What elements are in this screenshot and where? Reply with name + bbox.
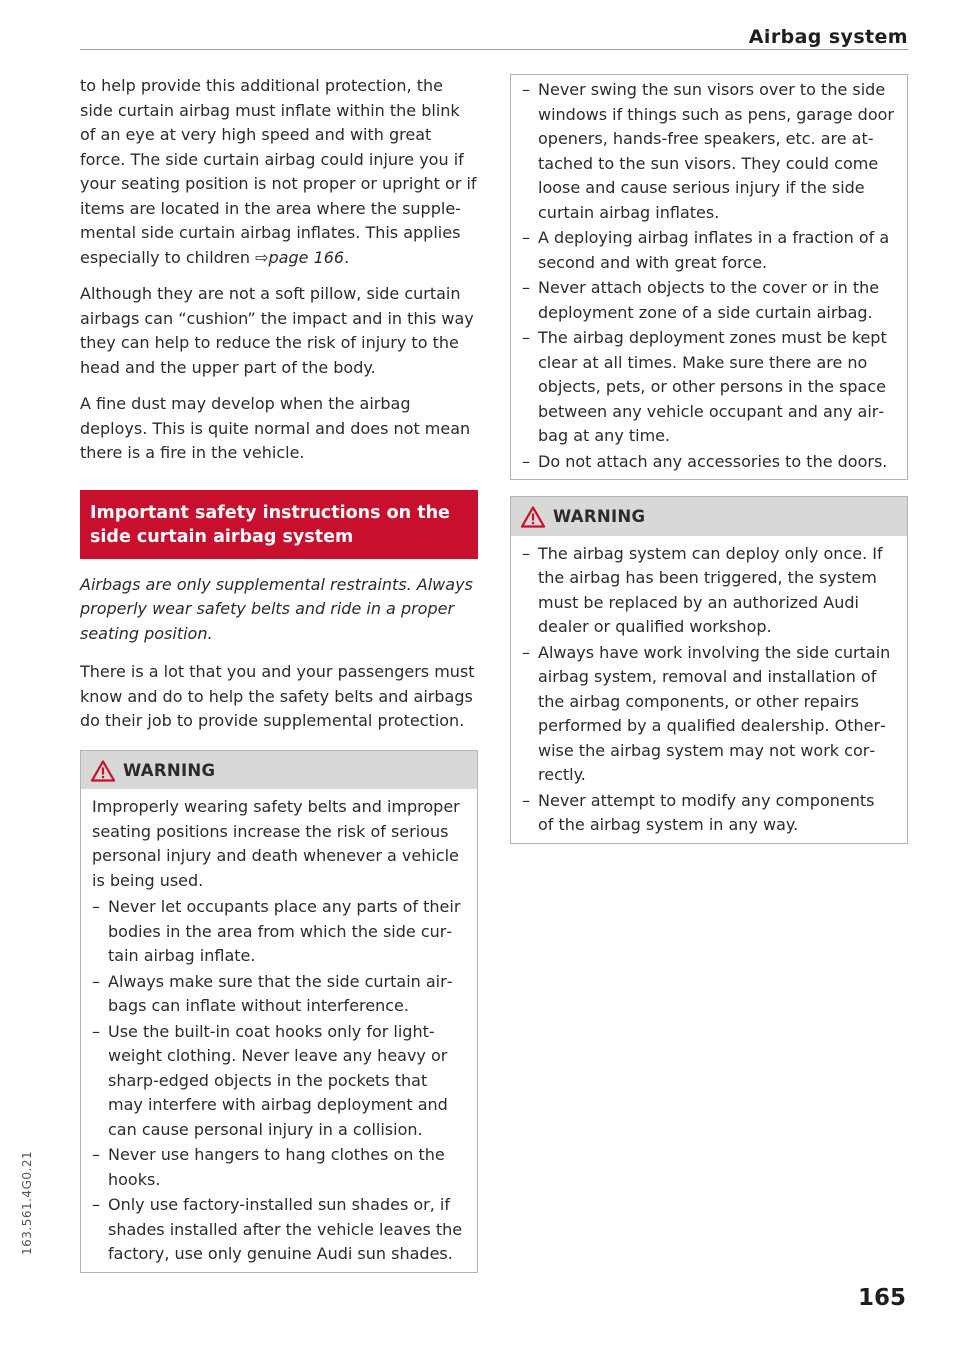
paragraph-side-curtain-protection: to help provide this additional protection, the side curtain airbag must inflate within the blink of an eye at very high speed and with great force. The side curtain airbag could injure you if your seating position is not proper or upright or if items are located in the area where the supplemental side curtain airbag inflates. This applies especially to children ⇨page 166.	[80, 76, 477, 267]
continued-warning-body	[511, 75, 907, 479]
warning-title: WARNING	[123, 760, 216, 780]
warning-triangle-icon	[521, 506, 545, 528]
warning-header	[511, 497, 907, 536]
arrow-ref-icon: ⇨	[255, 247, 269, 267]
warning-title: WARNING	[553, 507, 646, 526]
list-item: – Never use hangers to hang clothes on the hooks.	[92, 1143, 464, 1192]
continued-warning-list	[522, 78, 894, 474]
warning-list	[522, 542, 894, 838]
paragraph-fine-dust: A fine dust may develop when the airbag deploys. This is quite normal and does not mean there is a fire in the vehicle.	[80, 394, 471, 462]
page-number: 165	[857, 1285, 906, 1311]
list-item: – The airbag system can deploy only once. If the airbag has been triggered, the system must be replaced by an authorized Audi dealer or qualified workshop.	[522, 542, 894, 640]
paragraph-passengers: There is a lot that you and your passengers must know and do to help the safety belts and airbags do their job to provide supplemental protection.	[80, 662, 475, 730]
section-heading: Important safety instructions on the side curtain airbag system	[80, 490, 478, 559]
document-code: 163.561.4G0.21	[20, 1150, 34, 1255]
list-item: – The airbag deployment zones must be kept clear at all times. Make sure there are no objects, pets, or other persons in the space between any vehicle occupant and any airbag at any time.	[522, 326, 894, 449]
header-rule	[80, 49, 908, 50]
warning-box	[510, 496, 908, 844]
list-item: – Always make sure that the side curtain airbags can inflate without interference.	[92, 970, 464, 1019]
paragraph-cushion: Although they are not a soft pillow, side curtain airbags can “cushion” the impact and in this way they can help to reduce the risk of injury to the head and the upper part of the body.	[80, 284, 474, 377]
warning-body	[81, 789, 477, 1272]
page-reference-link[interactable]: page 166	[268, 247, 345, 267]
list-item: – Do not attach any accessories to the doors.	[522, 450, 894, 475]
left-column	[80, 74, 478, 1273]
warning-body	[511, 536, 907, 843]
warning-lead: Improperly wearing safety belts and improper seating positions increase the risk of serious personal injury and death whenever a vehicle is being used.	[92, 797, 460, 890]
section-title: Airbag system	[748, 26, 908, 48]
list-item: – Never attach objects to the cover or in the deployment zone of a side curtain airbag.	[522, 276, 894, 325]
warning-triangle-icon	[91, 760, 115, 782]
right-column	[510, 74, 908, 844]
list-item: – Only use factory-installed sun shades or, if shades installed after the vehicle leaves the factory, use only genuine Audi sun shades.	[92, 1193, 464, 1267]
list-item: – Never attempt to modify any components of the airbag system in any way.	[522, 789, 894, 838]
warning-box	[80, 750, 478, 1273]
warning-list	[92, 895, 464, 1267]
warning-header	[81, 751, 477, 790]
list-item: – Never swing the sun visors over to the side windows if things such as pens, garage door openers, hands-free speakers, etc. are attached to the sun visors. They could come loose and cause serious injury if the side curtain airbag inflates.	[522, 78, 894, 225]
list-item: – Always have work involving the side curtain airbag system, removal and installation of the airbag components, or other repairs performed by a qualified dealership. Otherwise the airbag system may not work correctly.	[522, 641, 894, 788]
list-item: – Never let occupants place any parts of their bodies in the area from which the side curtain airbag inflate.	[92, 895, 464, 969]
continued-warning-box	[510, 74, 908, 480]
intro-text: Airbags are only supplemental restraints. Always properly wear safety belts and ride in a proper seating position.	[80, 574, 473, 643]
list-item: – A deploying airbag inflates in a fraction of a second and with great force.	[522, 226, 894, 275]
list-item: – Use the built-in coat hooks only for lightweight clothing. Never leave any heavy or sharp-edged objects in the pockets that may interfere with airbag deployment and can cause personal injury in a collision.	[92, 1020, 464, 1143]
